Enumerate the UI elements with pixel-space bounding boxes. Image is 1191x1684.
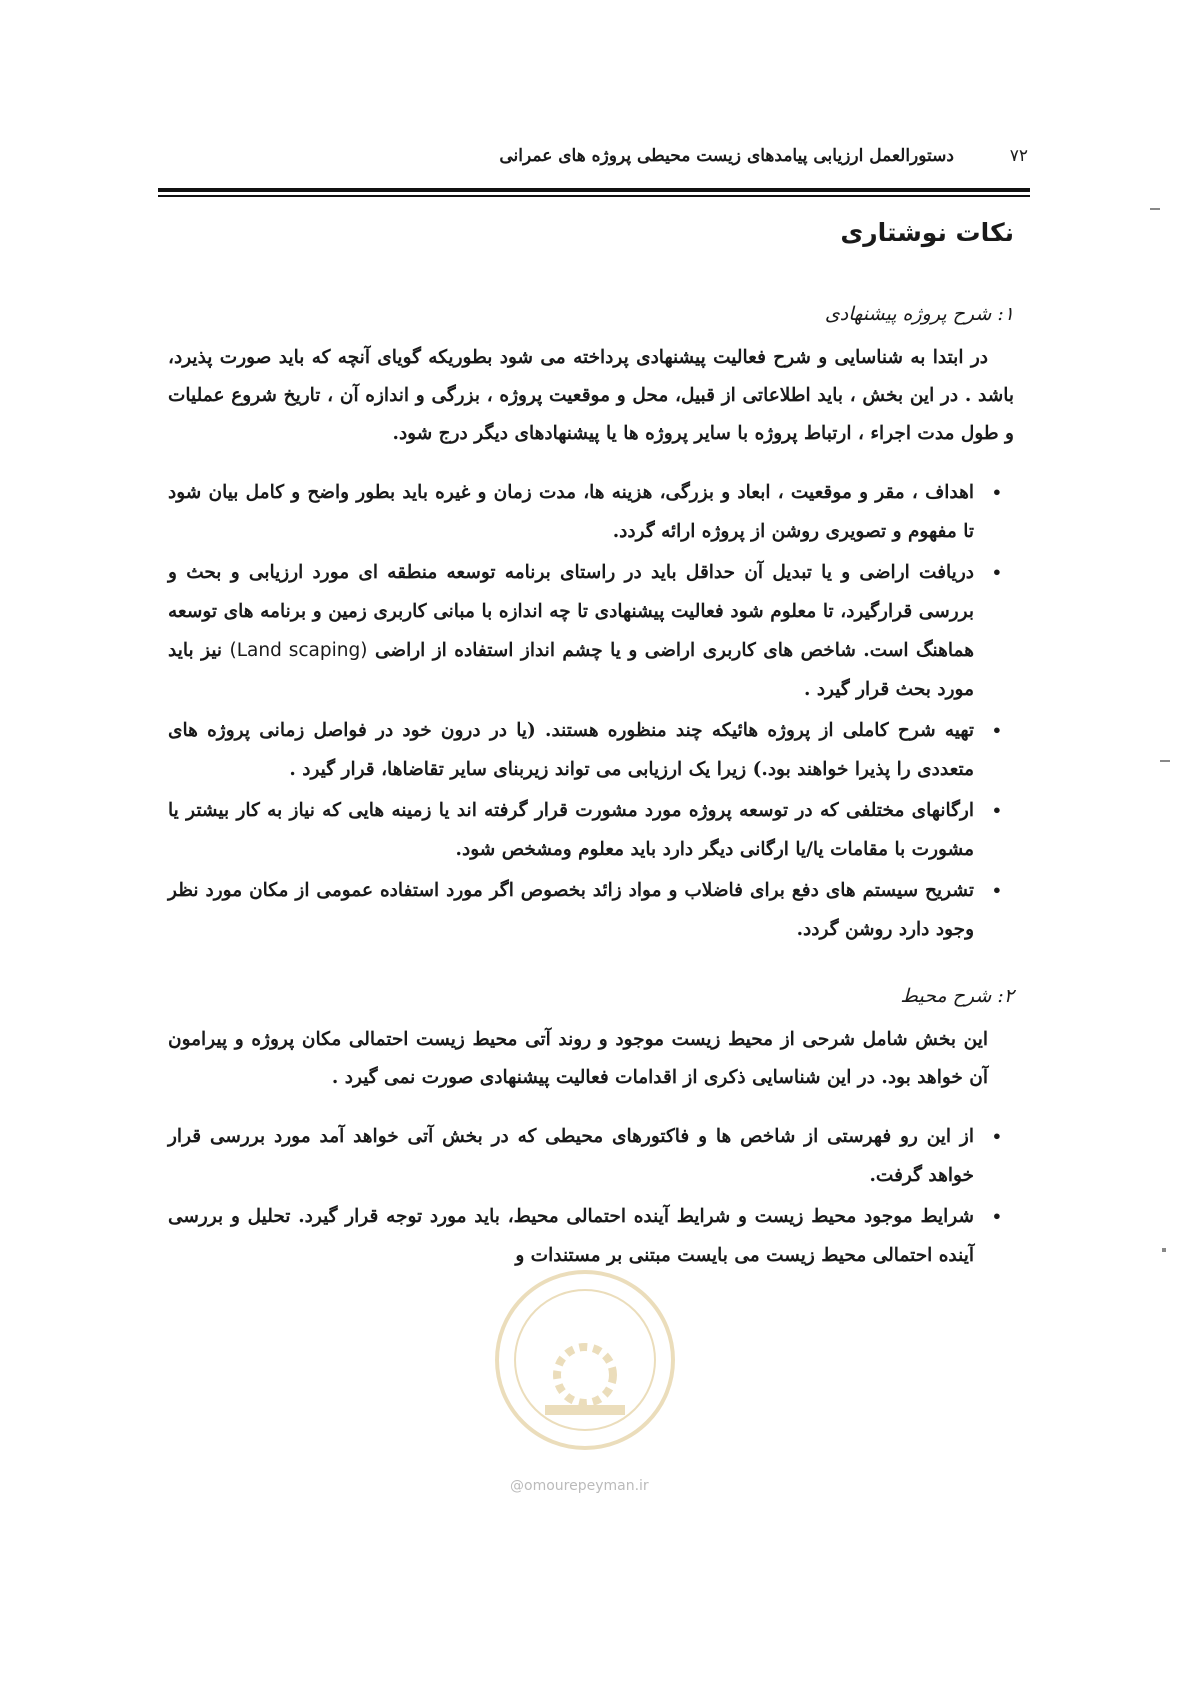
header-rule-thin: [158, 195, 1030, 197]
watermark-url: @omourepeyman.ir: [510, 1478, 649, 1494]
margin-mark: [1160, 760, 1170, 762]
section-2-heading: ۲: شرح محیط: [900, 985, 1014, 1007]
list-item-text: اهداف ، مقر و موقعیت ، ابعاد و بزرگی، هزینه ها، مدت زمان و غیره باید بطور واضح و کامل بیان شود تا مفهوم و تصویری روشن از پروژه ارائه گردد.: [168, 482, 974, 542]
bullet-icon: •: [991, 483, 1002, 502]
section-2-bullet-list: [168, 1117, 1014, 1275]
section-1-paragraph: در ابتدا به شناسایی و شرح فعالیت پیشنهادی پرداخته می شود بطوریکه گویای آنچه که باید صورت پذیرد، باشد . در این بخش ، باید اطلاعاتی از قبیل، محل و موقعیت پروژه ، بزرگی و اندازه آن ، تاریخ شروع عملیات و طول مدت اجراء ، ارتباط پروژه با سایر پروژه ها یا پیشنهادهای دیگر درج شود.: [168, 347, 1014, 444]
list-item: [168, 1197, 1014, 1275]
list-item: [168, 791, 1014, 869]
list-item-text-tail: نیز باید مورد بحث قرار گیرد .: [168, 640, 974, 700]
list-item: [168, 871, 1014, 949]
list-item-text: از این رو فهرستی از شاخص ها و فاکتورهای محیطی که در بخش آتی خواهد آمد مورد بررسی قرار خواهد گرفت.: [168, 1126, 974, 1186]
section-2-paragraph: این بخش شامل شرحی از محیط زیست موجود و روند آتی محیط زیست احتمالی مکان پروژه و پیرامون آن خواهد بود. در این شناسایی ذکری از اقدامات فعالیت پیشنهادی صورت نمی گیرد .: [168, 1029, 988, 1088]
list-item: [168, 473, 1014, 551]
section-1-heading: ۱: شرح پروژه پیشنهادی: [824, 303, 1014, 325]
main-heading: نکات نوشتاری: [840, 218, 1014, 247]
page-content: [168, 218, 1014, 1311]
list-item: [168, 711, 1014, 789]
bullet-icon: •: [991, 881, 1002, 900]
running-header: [158, 146, 1028, 180]
bullet-icon: •: [991, 721, 1002, 740]
header-title: دستورالعمل ارزیابی پیامدهای زیست محیطی پروژه های عمرانی: [499, 146, 954, 166]
bullet-icon: •: [991, 801, 1002, 820]
land-scaping-term: (Land scaping): [229, 640, 368, 661]
list-item: [168, 1117, 1014, 1195]
header-rule-thick: [158, 188, 1030, 192]
watermark-stamp-icon: [490, 1265, 680, 1455]
list-item-text: تشریح سیستم های دفع برای فاضلاب و مواد زائد بخصوص اگر مورد استفاده عمومی از مکان مورد نظر وجود دارد روشن گردد.: [168, 880, 974, 940]
list-item-text: دریافت اراضی و یا تبدیل آن حداقل باید در راستای برنامه توسعه منطقه ای مورد ارزیابی و بحث و بررسی قرارگیرد، تا معلوم شود فعالیت پیشنهادی تا چه اندازه با مبانی کاربری زمین و برنامه های توسعه هماهنگ است. شاخص های کاربری اراضی و یا چشم انداز استفاده از اراضی: [168, 562, 974, 661]
margin-mark: [1162, 1248, 1166, 1252]
bullet-icon: •: [991, 1127, 1002, 1146]
page-number: ۷۲: [1009, 146, 1028, 166]
list-item-text: ارگانهای مختلفی که در توسعه پروژه مورد مشورت قرار گرفته اند یا زمینه هایی که نیاز به کار بیشتر یا مشورت با مقامات یا/یا ارگانی دیگر دارد باید معلوم ومشخص شود.: [168, 800, 974, 860]
bullet-icon: •: [991, 563, 1002, 582]
bullet-icon: •: [991, 1207, 1002, 1226]
section-1-bullet-list: [168, 473, 1014, 949]
list-item-text: شرایط موجود محیط زیست و شرایط آینده احتمالی محیط، باید مورد توجه قرار گیرد. تحلیل و بررسی آینده احتمالی محیط زیست می بایست مبتنی بر مستندات و: [168, 1206, 974, 1266]
list-item-text: تهیه شرح کاملی از پروژه هائیکه چند منظوره هستند. (یا در درون خود در فواصل زمانی پروژه های متعددی را پذیرا خواهند بود.) زیرا یک ارزیابی می تواند زیربنای سایر تقاضاها، قرار گیرد .: [168, 720, 974, 780]
margin-mark: [1150, 208, 1160, 210]
list-item: [168, 553, 1014, 709]
